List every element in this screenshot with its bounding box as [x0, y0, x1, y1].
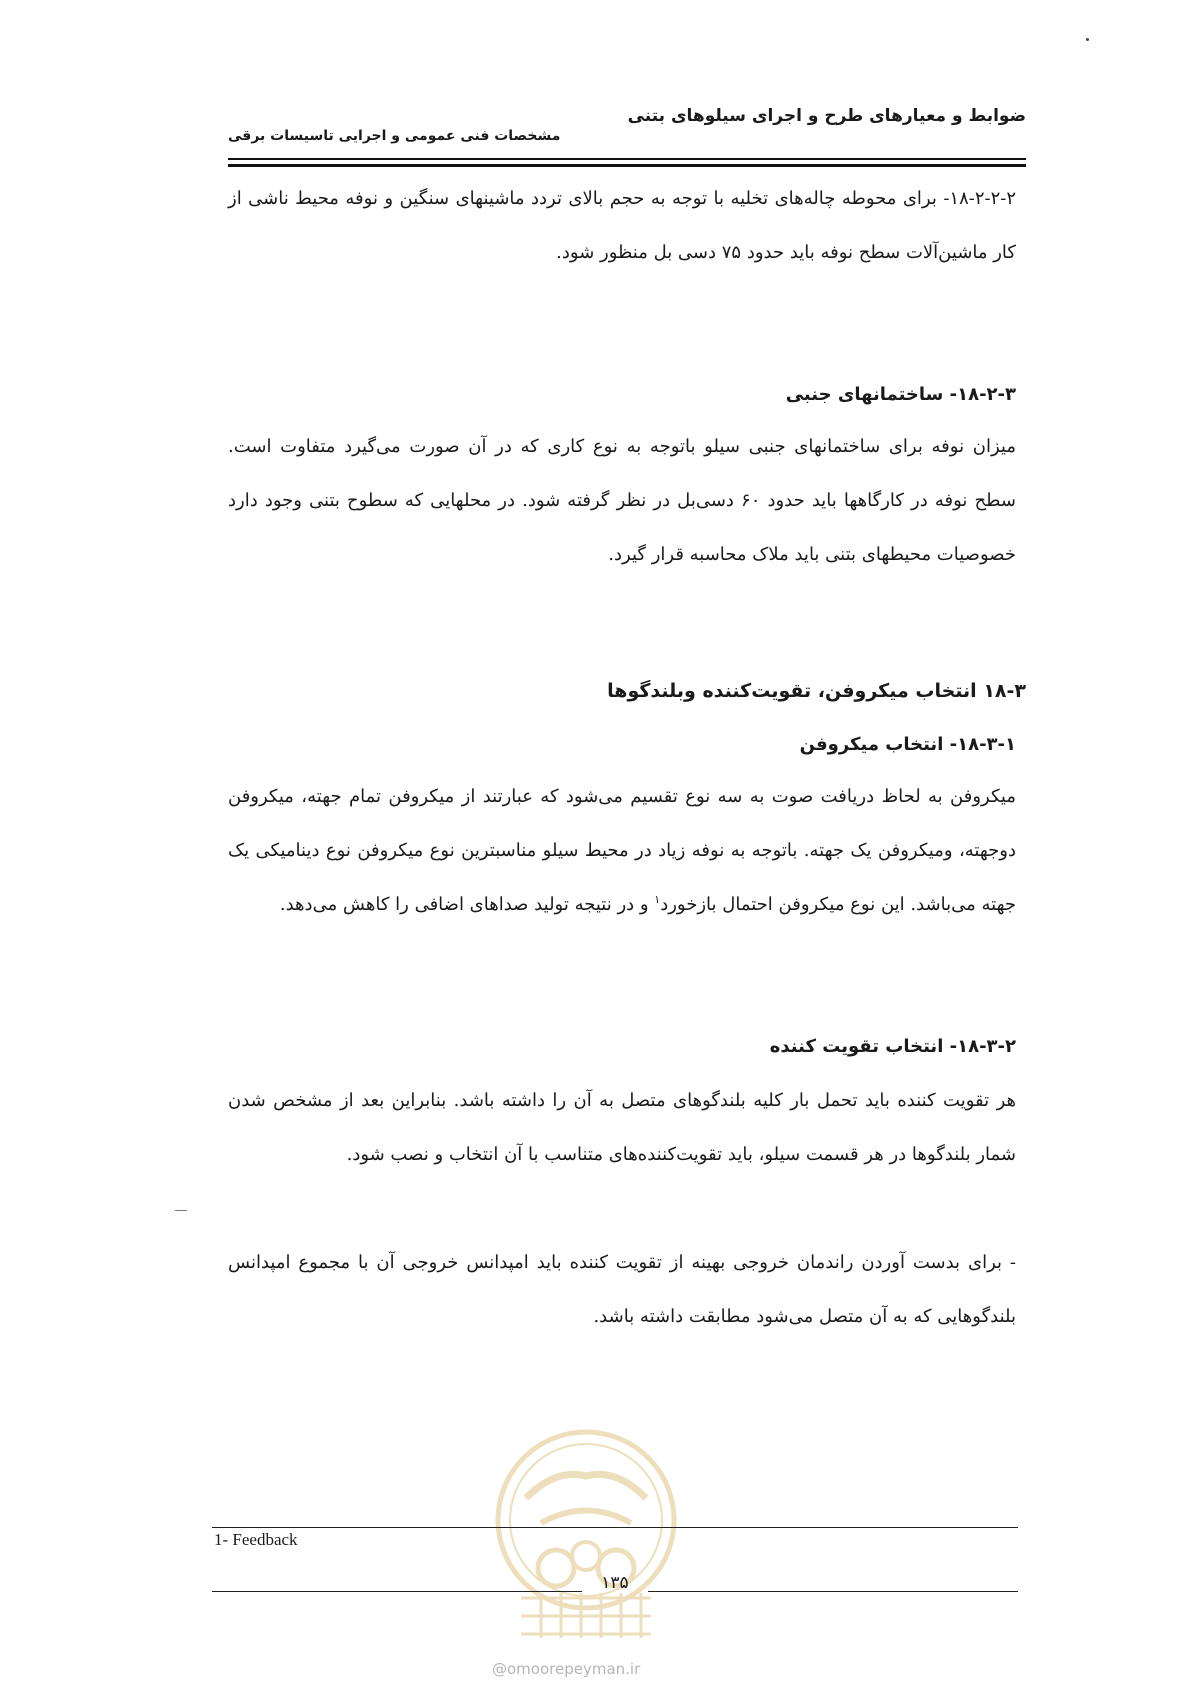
heading-3-1: ۱۸-۳-۱- انتخاب میکروفن — [799, 734, 1016, 755]
paragraph-2-3: میزان نوفه برای ساختمانهای جنبی سیلو باتوجه به نوع کاری که در آن صورت می‌گیرد متفاوت است. سطح نوفه در کارگاهها باید حدود ۶۰ دسی‌بل در نظر گرفته شود. در محلهایی که سطوح بتنی وجود دارد خصوصیات محیطهای بتنی باید ملاک محاسبه قرار گیرد. — [228, 436, 1016, 565]
watermark-site — [492, 1660, 640, 1678]
paragraph-3-2-a: هر تقویت کننده باید تحمل بار کلیه بلندگوهای متصل به آن را داشته باشد. بنابراین بعد از مشخص شدن شمار بلندگوها در هر قسمت سیلو، باید تقویت‌کننده‌های متناسب با آن انتخاب و نصب شود. — [228, 1090, 1016, 1165]
watermark-at-icon: @ — [492, 1660, 507, 1678]
page-number-rule-left — [212, 1591, 582, 1592]
paragraph-2-2-2: ۱۸-۲-۲-۲- برای محوطه چاله‌های تخلیه با توجه به حجم بالای تردد ماشینهای سنگین و نوفه محیط ناشی از کار ماشین‌آلات سطح نوفه باید حدود ۷۵ دسی بل منظور شود. — [228, 188, 1016, 263]
paragraph-3-1-text-a: میکروفن به لحاظ دریافت صوت به سه نوع تقسیم می‌شود که عبارتند از میکروفن تمام جهته، میکروفن دوجهته، ومیکروفن یک جهته. باتوجه به نوفه زیاد در محیط سیلو مناسبترین نوع میکروفن نوع دینامیکی یک جهته می‌باشد. این نوع میکروفن احتمال بازخورد — [228, 786, 1016, 915]
heading-2-3: ۱۸-۲-۳- ساختمانهای جنبی — [785, 384, 1016, 405]
heading-3-2: ۱۸-۳-۲- انتخاب تقویت کننده — [769, 1036, 1016, 1057]
paragraph-3-1 — [228, 770, 1016, 932]
footnote-ref: ۱ — [654, 893, 661, 906]
footnote: 1- Feedback — [214, 1530, 298, 1549]
header-rule-thick — [228, 164, 1026, 167]
paragraph-3-1-text-b: و در نتیجه تولید صداهای اضافی را کاهش می‌دهد. — [279, 894, 655, 915]
heading-3: ۱۸-۳ انتخاب میکروفن، تقویت‌کننده وبلندگوها — [607, 680, 1026, 702]
header-rule-thin — [228, 158, 1026, 160]
scan-speck — [1086, 38, 1089, 41]
book-title: ضوابط و معیارهای طرح و اجرای سیلوهای بتنی — [627, 106, 1026, 126]
page-number-rule-right — [648, 1591, 1018, 1592]
watermark-logo-icon — [486, 1428, 686, 1643]
watermark-site-text: omoorepeyman.ir — [507, 1660, 641, 1678]
footnote-rule — [212, 1527, 1018, 1528]
paragraph-3-2-b: - برای بدست آوردن راندمان خروجی بهینه از تقویت کننده باید امپدانس خروجی آن با مجموع امپدانس بلندگوهایی که به آن متصل می‌شود مطابقت داشته باشد. — [228, 1252, 1016, 1327]
chapter-title: مشخصات فنی عمومی و اجرایی تاسیسات برقی — [228, 128, 561, 144]
margin-mark — [175, 1210, 187, 1211]
page-number: ۱۳۵ — [601, 1573, 629, 1593]
